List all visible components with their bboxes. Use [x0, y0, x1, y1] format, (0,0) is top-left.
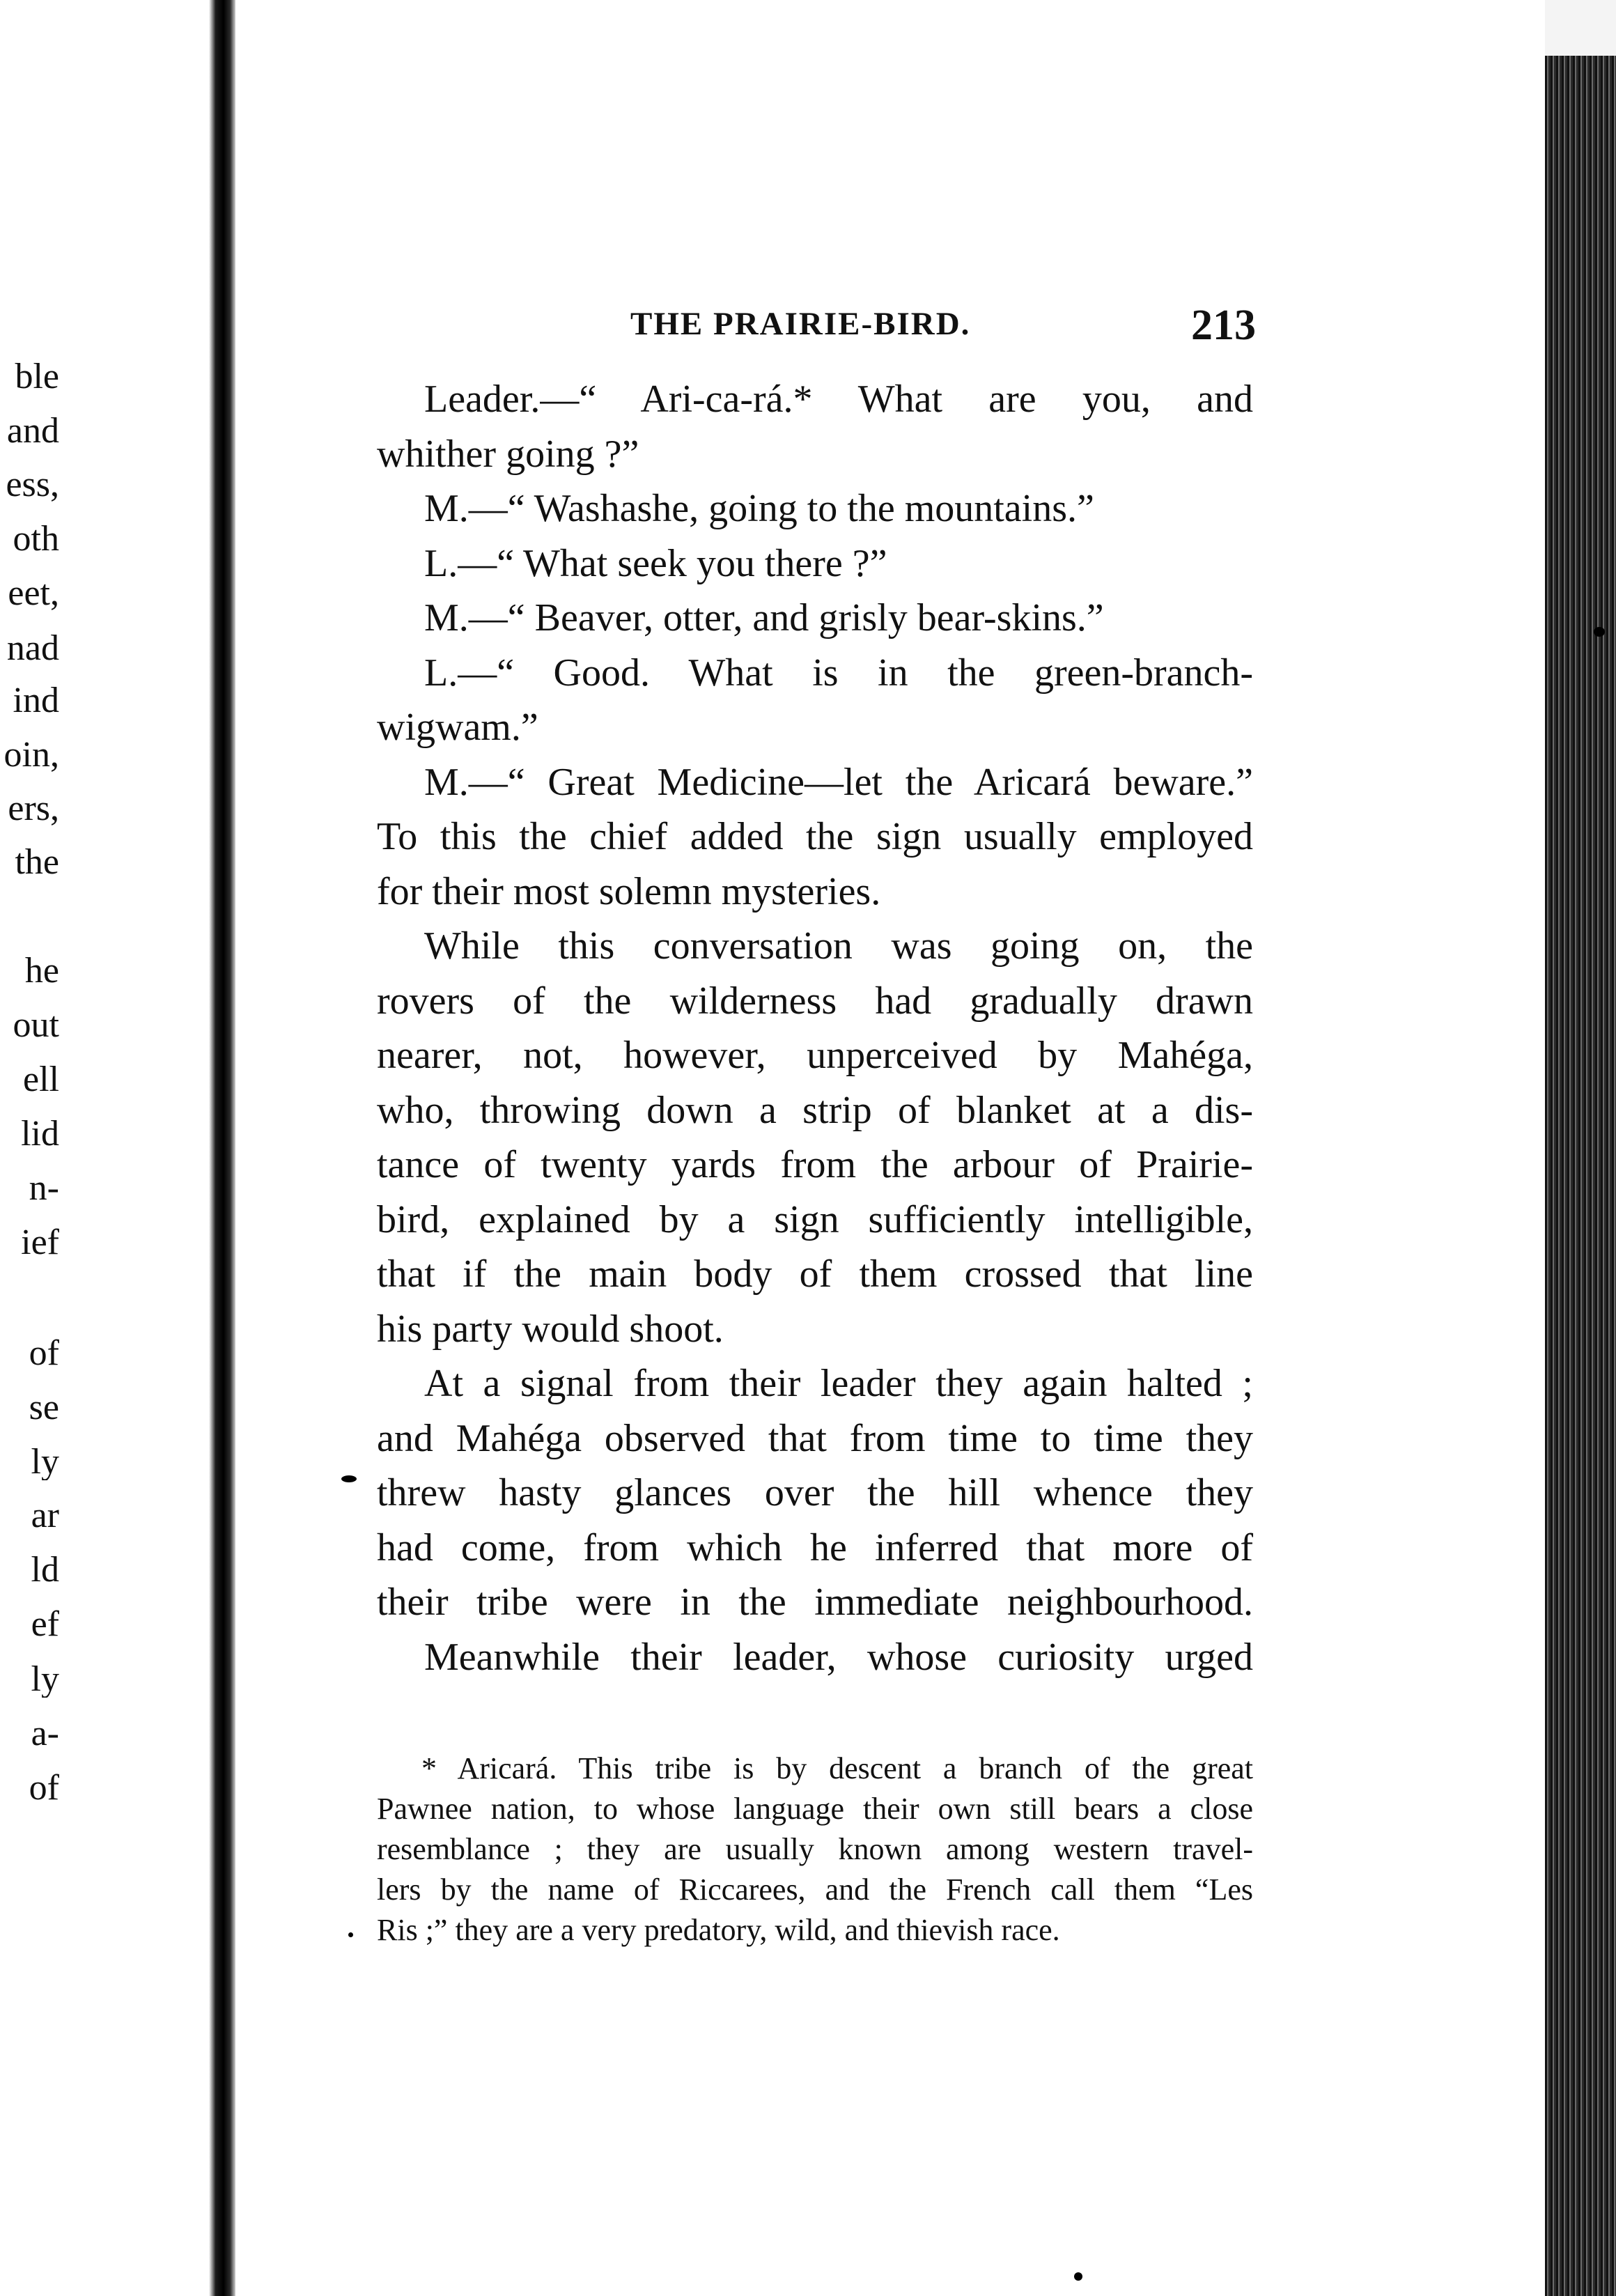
left-page-fragment: nad	[6, 630, 59, 667]
left-page-fragment: n-	[29, 1170, 59, 1207]
body-line: his party would shoot.	[377, 1308, 724, 1351]
body-line: M.—“ Great Medicine—let the Aricará beware.”	[424, 761, 1253, 804]
body-line: who, throwing down a strip of blanket at a dis-	[377, 1089, 1253, 1132]
footnote-line: Pawnee nation, to whose language their own still bears a close	[377, 1792, 1253, 1826]
body-line: had come, from which he inferred that more of	[377, 1526, 1253, 1569]
speck	[1594, 627, 1605, 637]
footnote-line: resemblance ; they are usually known among western travel-	[377, 1832, 1253, 1866]
body-line: tance of twenty yards from the arbour of Prairie-	[377, 1143, 1253, 1186]
fore-edge-top	[1545, 0, 1616, 56]
running-head: THE PRAIRIE-BIRD.	[630, 306, 971, 342]
body-line: that if the main body of them crossed that line	[377, 1252, 1253, 1296]
left-page-fragment: the	[15, 844, 59, 881]
left-page-fragment: ind	[13, 683, 59, 719]
body-line: Leader.—“ Ari-ca-rá.* What are you, and	[424, 378, 1253, 421]
left-page-fragment: ble	[15, 359, 59, 395]
left-page-fragment: and	[6, 413, 59, 449]
page-number: 213	[1191, 302, 1256, 349]
left-page-fragment: ef	[31, 1606, 59, 1643]
left-page-fragment: ell	[23, 1062, 59, 1098]
body-line: Meanwhile their leader, whose curiosity urged	[424, 1636, 1253, 1679]
book-fore-edge	[1545, 56, 1616, 2296]
body-line: whither going ?”	[377, 433, 639, 476]
speck	[348, 1932, 353, 1937]
body-line: threw hasty glances over the hill whence they	[377, 1471, 1253, 1514]
speck	[341, 1475, 357, 1482]
left-page-fragment: eet,	[8, 575, 59, 612]
left-facing-page	[0, 0, 216, 2296]
footnote-line: * Aricará. This tribe is by descent a branch of the great	[421, 1751, 1253, 1785]
left-page-fragment: oth	[13, 521, 59, 557]
speck	[1074, 2272, 1082, 2281]
body-line: and Mahéga observed that from time to time they	[377, 1417, 1253, 1460]
body-line: M.—“ Beaver, otter, and grisly bear-skins.”	[424, 596, 1104, 639]
book-gutter	[209, 0, 235, 2296]
left-page-fragment: ar	[31, 1498, 59, 1534]
left-page-fragment: oin,	[3, 737, 59, 773]
body-line: L.—“ Good. What is in the green-branch-	[424, 651, 1253, 695]
left-page-fragment: ief	[21, 1225, 59, 1261]
body-line: M.—“ Washashe, going to the mountains.”	[424, 487, 1094, 530]
left-page-fragment: a-	[31, 1716, 59, 1752]
left-page-fragment: se	[29, 1390, 59, 1426]
left-page-fragment: ld	[31, 1552, 59, 1588]
body-line: wigwam.”	[377, 706, 538, 749]
left-page-fragment: out	[13, 1007, 59, 1044]
body-line: for their most solemn mysteries.	[377, 870, 881, 913]
left-page-fragment: ly	[31, 1444, 59, 1480]
left-page-fragment: ers,	[8, 791, 59, 827]
body-line: bird, explained by a sign sufficiently intelligible,	[377, 1198, 1253, 1241]
left-page-fragment: lid	[21, 1116, 59, 1152]
body-line: their tribe were in the immediate neighbourhood.	[377, 1581, 1253, 1624]
body-line: rovers of the wilderness had gradually drawn	[377, 979, 1253, 1023]
body-line: At a signal from their leader they again halted ;	[424, 1362, 1253, 1405]
left-page-fragment: he	[24, 953, 59, 989]
left-page-text-fragments	[0, 0, 216, 2296]
left-page-fragment: of	[29, 1770, 59, 1806]
left-page-fragment: ess,	[6, 467, 59, 503]
body-line: L.—“ What seek you there ?”	[424, 542, 887, 585]
body-line: nearer, not, however, unperceived by Mahéga,	[377, 1034, 1253, 1077]
left-page-fragment: ly	[31, 1661, 59, 1698]
left-page-fragment: of	[29, 1335, 59, 1372]
body-line: While this conversation was going on, the	[424, 924, 1253, 968]
footnote-line: lers by the name of Riccarees, and the French call them “Les	[377, 1872, 1253, 1907]
body-line: To this the chief added the sign usually employed	[377, 815, 1253, 858]
footnote-line: Ris ;” they are a very predatory, wild, and thievish race.	[377, 1913, 1060, 1947]
